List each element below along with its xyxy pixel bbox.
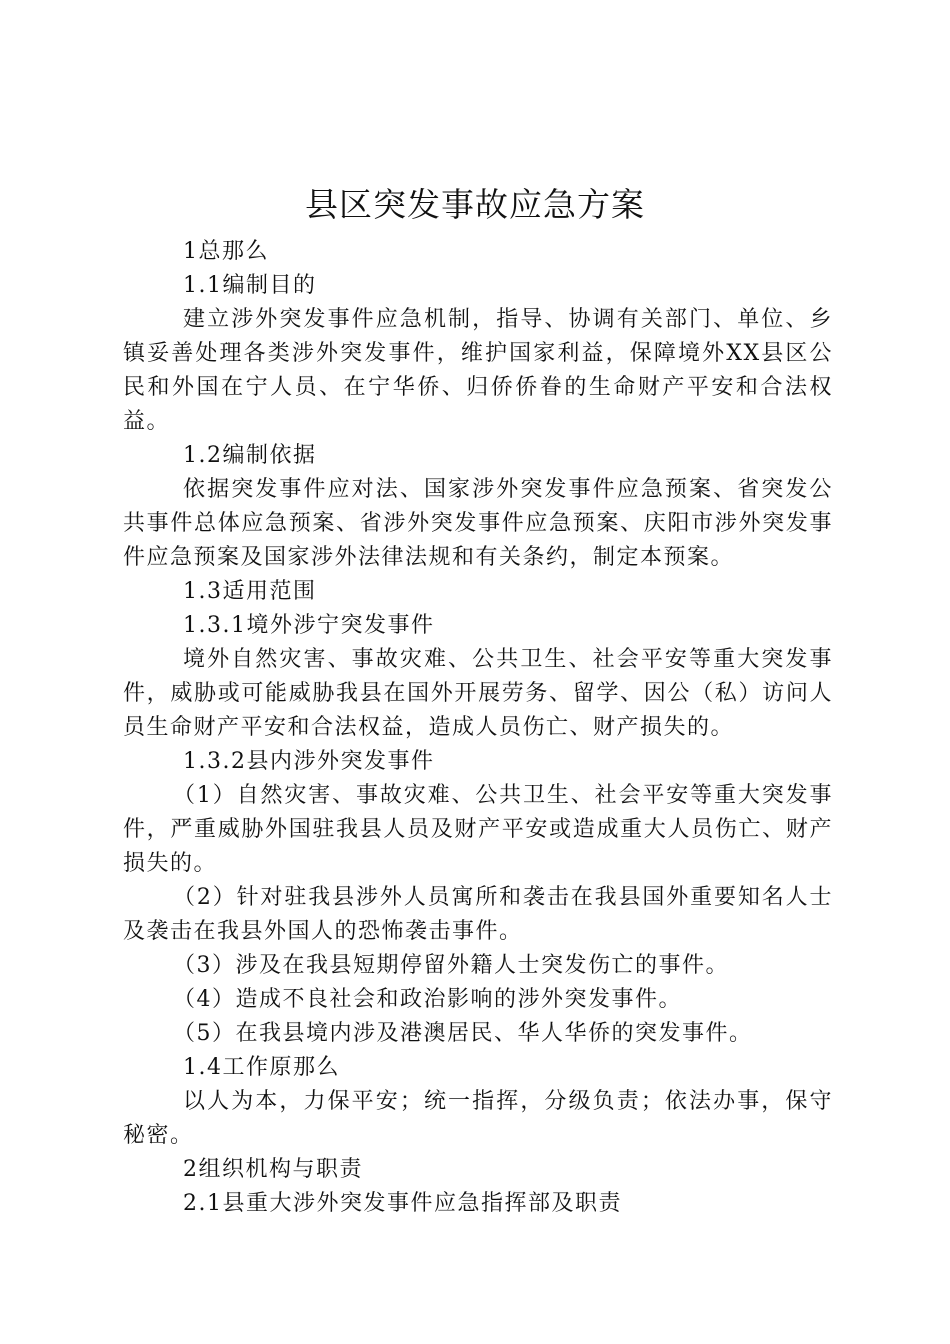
heading-1-3-1: 1.3.1境外涉宁突发事件 (183, 613, 435, 638)
paragraph-principles: 以人为本，力保平安；统一指挥，分级负责；依法办事，保守秘密。 (123, 1089, 833, 1148)
list-item-2: （2）针对驻我县涉外人员寓所和袭击在我县国外重要知名人士及袭击在我县外国人的恐怖袭击事件。 (123, 885, 833, 944)
paragraph-purpose: 建立涉外突发事件应急机制，指导、协调有关部门、单位、乡镇妥善处理各类涉外突发事件，维护国家利益，保障境外XX县区公民和外国在宁人员、在宁华侨、归侨侨眷的生命财产平安和合法权益。 (123, 307, 833, 434)
list-item-4: （4）造成不良社会和政治影响的涉外突发事件。 (173, 987, 682, 1012)
heading-1-4: 1.4工作原那么 (183, 1055, 340, 1080)
paragraph-overseas-events: 境外自然灾害、事故灾难、公共卫生、社会平安等重大突发事件，威胁或可能威胁我县在国外开展劳务、留学、因公（私）访问人员生命财产平安和合法权益，造成人员伤亡、财产损失的。 (123, 647, 833, 740)
list-item-5: （5）在我县境内涉及港澳居民、华人华侨的突发事件。 (173, 1021, 753, 1046)
heading-1-1: 1.1编制目的 (183, 273, 317, 298)
paragraph-basis: 依据突发事件应对法、国家涉外突发事件应急预案、省突发公共事件总体应急预案、省涉外突发事件应急预案、庆阳市涉外突发事件应急预案及国家涉外法律法规和有关条约，制定本预案。 (123, 477, 833, 570)
heading-2: 2组织机构与职责 (183, 1157, 363, 1182)
heading-1-3: 1.3适用范围 (183, 579, 317, 604)
heading-1: 1总那么 (183, 239, 269, 264)
document-title: 县区突发事故应急方案 (305, 185, 645, 224)
heading-2-1: 2.1县重大涉外突发事件应急指挥部及职责 (183, 1191, 622, 1216)
list-item-3: （3）涉及在我县短期停留外籍人士突发伤亡的事件。 (173, 953, 729, 978)
heading-1-2: 1.2编制依据 (183, 443, 317, 468)
document-body (123, 235, 833, 1221)
list-item-1: （1）自然灾害、事故灾难、公共卫生、社会平安等重大突发事件，严重威胁外国驻我县人员及财产平安或造成重大人员伤亡、财产损失的。 (123, 783, 833, 876)
heading-1-3-2: 1.3.2县内涉外突发事件 (183, 749, 435, 774)
